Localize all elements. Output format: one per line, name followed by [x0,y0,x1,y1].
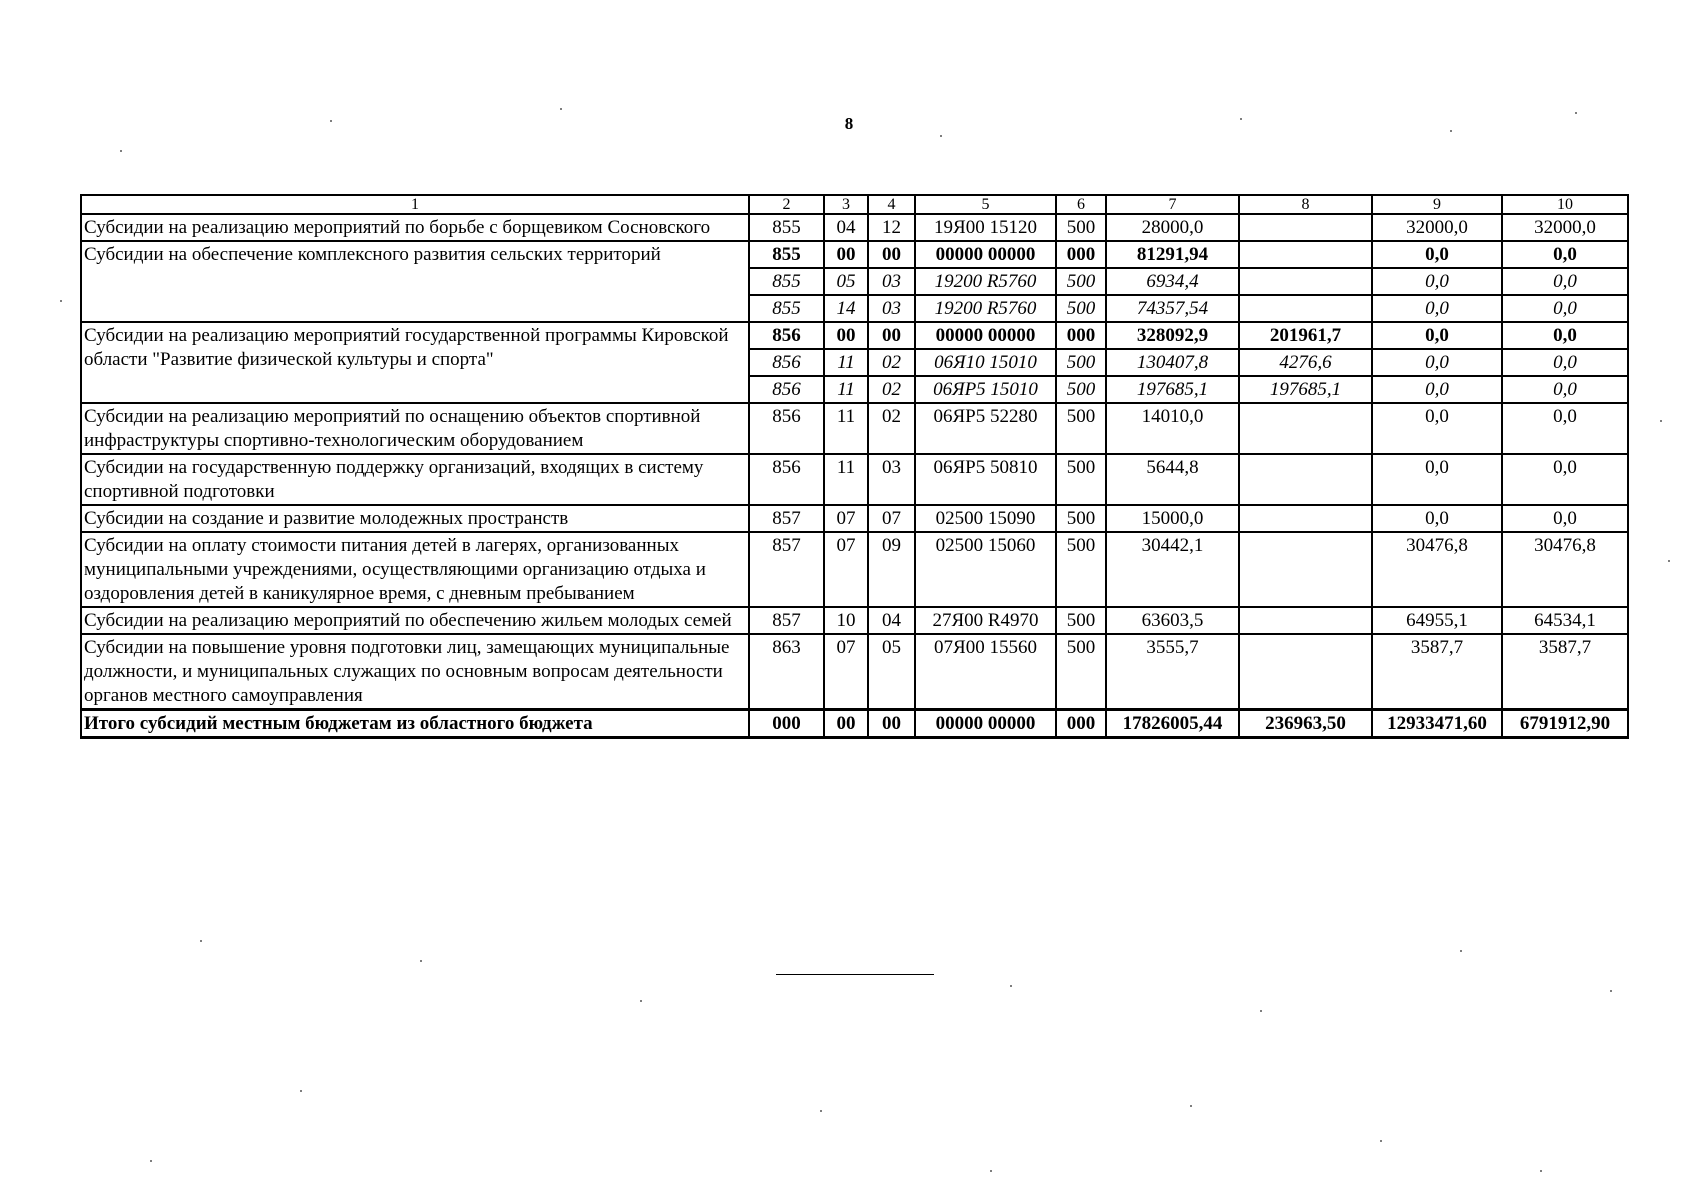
value-cell: 03 [868,295,915,322]
row-description: Субсидии на реализацию мероприятий по оснащению объектов спортивной инфраструктуры спортивно-технологическим оборудованием [81,403,749,454]
column-number: 4 [868,195,915,214]
scan-speck [420,960,422,962]
table-row [81,532,1628,607]
value-cell: 197685,1 [1239,376,1372,403]
column-number: 7 [1106,195,1239,214]
value-cell: 0,0 [1502,454,1628,505]
value-cell: 02500 15090 [915,505,1056,532]
value-cell: 19200 R5760 [915,295,1056,322]
value-cell: 0,0 [1502,322,1628,349]
value-cell: 07 [824,532,868,607]
value-cell: 197685,1 [1106,376,1239,403]
value-cell: 856 [749,403,824,454]
value-cell: 0,0 [1502,349,1628,376]
column-number: 5 [915,195,1056,214]
page-number: 8 [844,114,854,133]
row-description: Субсидии на создание и развитие молодежных пространств [81,505,749,532]
value-cell: 500 [1056,454,1106,505]
value-cell: 06ЯР5 52280 [915,403,1056,454]
value-cell: 12 [868,214,915,241]
scan-speck [1010,985,1012,987]
total-value: 17826005,44 [1106,710,1239,738]
scan-speck [560,108,562,110]
value-cell: 6934,4 [1106,268,1239,295]
value-cell: 863 [749,634,824,710]
value-cell: 02 [868,376,915,403]
value-cell: 00000 00000 [915,322,1056,349]
table-row [81,634,1628,710]
value-cell: 05 [868,634,915,710]
table-row [81,403,1628,454]
column-number: 6 [1056,195,1106,214]
value-cell: 0,0 [1372,241,1502,268]
total-value: 00 [824,710,868,738]
value-cell: 130407,8 [1106,349,1239,376]
value-cell [1239,403,1372,454]
scan-speck [1260,1010,1262,1012]
value-cell: 07Я00 15560 [915,634,1056,710]
total-value: 6791912,90 [1502,710,1628,738]
value-cell: 3555,7 [1106,634,1239,710]
total-value: 236963,50 [1239,710,1372,738]
value-cell: 0,0 [1372,349,1502,376]
value-cell: 11 [824,376,868,403]
value-cell: 00 [824,322,868,349]
value-cell: 0,0 [1502,268,1628,295]
scan-speck [120,150,122,152]
value-cell: 857 [749,505,824,532]
scan-speck [1540,1170,1542,1172]
budget-table [80,194,1629,739]
scan-speck [940,135,942,137]
value-cell [1239,634,1372,710]
value-cell: 500 [1056,295,1106,322]
scan-speck [1575,112,1577,114]
value-cell: 10 [824,607,868,634]
value-cell: 0,0 [1502,505,1628,532]
value-cell [1239,268,1372,295]
value-cell [1239,505,1372,532]
total-value: 12933471,60 [1372,710,1502,738]
column-number: 2 [749,195,824,214]
value-cell: 32000,0 [1372,214,1502,241]
value-cell: 0,0 [1372,322,1502,349]
value-cell: 855 [749,214,824,241]
scan-speck [1190,1105,1192,1107]
value-cell: 3587,7 [1502,634,1628,710]
scan-speck [1450,130,1452,132]
value-cell: 0,0 [1502,403,1628,454]
value-cell: 63603,5 [1106,607,1239,634]
value-cell: 5644,8 [1106,454,1239,505]
total-value: 000 [1056,710,1106,738]
value-cell: 855 [749,295,824,322]
scan-speck [1668,560,1670,562]
scan-speck [640,1000,642,1002]
value-cell [1239,295,1372,322]
header-row [81,195,1628,214]
value-cell: 07 [868,505,915,532]
value-cell [1239,532,1372,607]
table-row [81,505,1628,532]
value-cell [1239,214,1372,241]
value-cell: 19200 R5760 [915,268,1056,295]
scan-speck [150,1160,152,1162]
value-cell: 30476,8 [1502,532,1628,607]
column-number: 1 [81,195,749,214]
value-cell: 500 [1056,505,1106,532]
row-description: Субсидии на повышение уровня подготовки лиц, замещающих муниципальные должности, и муниципальных служащих по основным вопросам деятельности органов местного самоуправления [81,634,749,710]
value-cell [1239,241,1372,268]
value-cell: 0,0 [1372,505,1502,532]
scan-speck [200,940,202,942]
value-cell: 328092,9 [1106,322,1239,349]
total-value: 00000 00000 [915,710,1056,738]
value-cell: 500 [1056,214,1106,241]
value-cell: 500 [1056,634,1106,710]
value-cell: 0,0 [1372,403,1502,454]
value-cell [1239,607,1372,634]
row-description: Субсидии на реализацию мероприятий по обеспечению жильем молодых семей [81,607,749,634]
scan-speck [300,1090,302,1092]
value-cell: 500 [1056,532,1106,607]
value-cell: 855 [749,241,824,268]
value-cell: 06ЯР5 50810 [915,454,1056,505]
value-cell: 00000 00000 [915,241,1056,268]
value-cell: 06Я10 15010 [915,349,1056,376]
value-cell: 500 [1056,376,1106,403]
scan-speck [990,1170,992,1172]
value-cell: 00 [824,241,868,268]
scan-speck [1610,990,1612,992]
value-cell: 500 [1056,403,1106,454]
value-cell: 06ЯР5 15010 [915,376,1056,403]
scan-speck [1660,420,1662,422]
value-cell: 32000,0 [1502,214,1628,241]
row-description: Субсидии на реализацию мероприятий по борьбе с борщевиком Сосновского [81,214,749,241]
value-cell: 855 [749,268,824,295]
value-cell: 11 [824,454,868,505]
scan-speck [330,120,332,122]
value-cell: 64534,1 [1502,607,1628,634]
value-cell [1239,454,1372,505]
value-cell: 856 [749,376,824,403]
total-value: 00 [868,710,915,738]
scan-speck [60,300,62,302]
table-row [81,241,1628,268]
value-cell: 03 [868,268,915,295]
table-row [81,454,1628,505]
value-cell: 201961,7 [1239,322,1372,349]
value-cell: 04 [824,214,868,241]
scan-speck [1380,1140,1382,1142]
scan-speck [1460,950,1462,952]
value-cell: 11 [824,403,868,454]
value-cell: 74357,54 [1106,295,1239,322]
column-number: 8 [1239,195,1372,214]
value-cell: 856 [749,322,824,349]
value-cell: 30476,8 [1372,532,1502,607]
value-cell: 856 [749,454,824,505]
footer-divider [776,974,934,975]
value-cell: 11 [824,349,868,376]
value-cell: 00 [868,241,915,268]
value-cell: 27Я00 R4970 [915,607,1056,634]
value-cell: 000 [1056,322,1106,349]
row-description: Субсидии на оплату стоимости питания детей в лагерях, организованных муниципальными учреждениями, осуществляющими организацию отдыха и оздоровления детей в каникулярное время, с дневным пребыванием [81,532,749,607]
total-value: 000 [749,710,824,738]
value-cell: 30442,1 [1106,532,1239,607]
value-cell: 02 [868,403,915,454]
column-number: 10 [1502,195,1628,214]
scan-speck [820,1110,822,1112]
total-row [81,710,1628,738]
table-row [81,607,1628,634]
value-cell: 3587,7 [1372,634,1502,710]
value-cell: 857 [749,532,824,607]
value-cell: 28000,0 [1106,214,1239,241]
value-cell: 04 [868,607,915,634]
value-cell: 00 [868,322,915,349]
scan-speck [1240,118,1242,120]
value-cell: 4276,6 [1239,349,1372,376]
value-cell: 856 [749,349,824,376]
value-cell: 14 [824,295,868,322]
value-cell: 500 [1056,349,1106,376]
value-cell: 500 [1056,607,1106,634]
table-row [81,322,1628,349]
value-cell: 15000,0 [1106,505,1239,532]
table-row [81,214,1628,241]
value-cell: 07 [824,505,868,532]
value-cell: 02 [868,349,915,376]
value-cell: 0,0 [1502,295,1628,322]
value-cell: 05 [824,268,868,295]
value-cell: 0,0 [1502,241,1628,268]
value-cell: 02500 15060 [915,532,1056,607]
value-cell: 0,0 [1372,376,1502,403]
value-cell: 64955,1 [1372,607,1502,634]
column-number: 3 [824,195,868,214]
value-cell: 0,0 [1502,376,1628,403]
value-cell: 03 [868,454,915,505]
row-description: Субсидии на государственную поддержку организаций, входящих в систему спортивной подготовки [81,454,749,505]
value-cell: 09 [868,532,915,607]
value-cell: 000 [1056,241,1106,268]
value-cell: 07 [824,634,868,710]
row-description: Субсидии на реализацию мероприятий государственной программы Кировской области "Развитие физической культуры и спорта" [81,322,749,403]
column-number: 9 [1372,195,1502,214]
value-cell: 857 [749,607,824,634]
value-cell: 14010,0 [1106,403,1239,454]
row-description: Субсидии на обеспечение комплексного развития сельских территорий [81,241,749,322]
value-cell: 500 [1056,268,1106,295]
value-cell: 0,0 [1372,268,1502,295]
value-cell: 0,0 [1372,295,1502,322]
value-cell: 0,0 [1372,454,1502,505]
total-label: Итого субсидий местным бюджетам из областного бюджета [81,710,749,738]
value-cell: 81291,94 [1106,241,1239,268]
value-cell: 19Я00 15120 [915,214,1056,241]
